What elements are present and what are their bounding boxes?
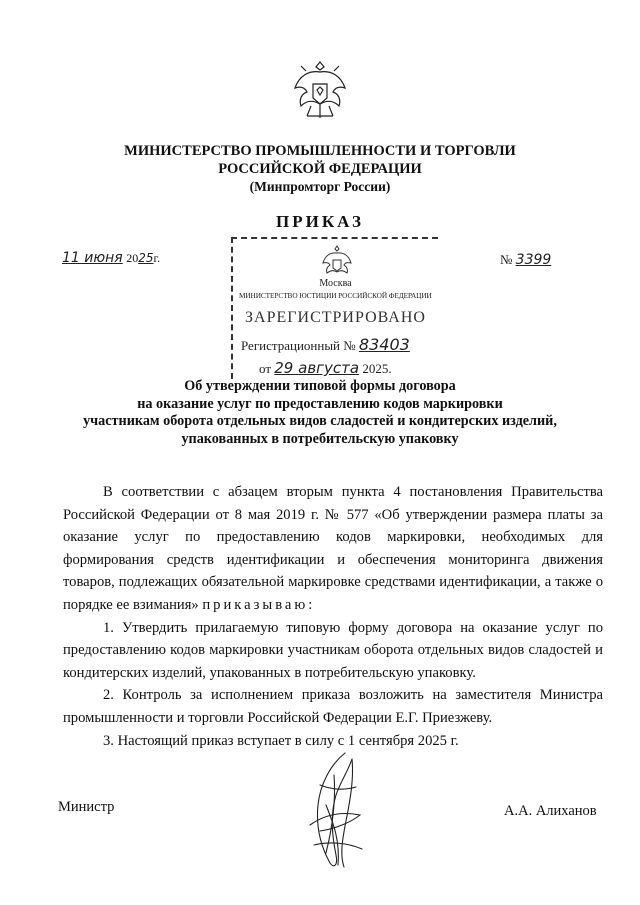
stamp-reg-number bbox=[241, 335, 410, 354]
registration-stamp bbox=[231, 237, 438, 379]
stamp-reg-date bbox=[259, 359, 392, 377]
subject-line3: участникам оборота отдельных видов сладостей и кондитерских изделий, bbox=[83, 413, 557, 429]
order-date bbox=[62, 250, 160, 267]
ministry-name-line2: РОССИЙСКОЙ ФЕДЕРАЦИИ bbox=[218, 161, 422, 177]
order-item-1: 1. Утвердить прилагаемую типовую форму договора на оказание услуг по предоставлению кодов маркировки участникам оборота отдельных видов сладостей и кондитерских изделий, упакованных в потребительскую упаковку. bbox=[63, 619, 603, 681]
ministry-name-line1: МИНИСТЕРСТВО ПРОМЫШЛЕННОСТИ И ТОРГОВЛИ bbox=[124, 143, 516, 159]
coat-of-arms-icon bbox=[291, 56, 349, 126]
order-item-3: 3. Настоящий приказ вступает в силу с 1 сентября 2025 г. bbox=[103, 732, 459, 749]
order-subject bbox=[0, 378, 640, 448]
stamp-emblem-icon bbox=[320, 243, 354, 281]
order-body bbox=[63, 481, 603, 752]
handwritten-signature bbox=[290, 745, 380, 875]
stamp-status: ЗАРЕГИСТРИРОВАНО bbox=[245, 309, 426, 326]
ministry-header bbox=[0, 142, 640, 196]
order-date-year-suffix: 25 bbox=[138, 251, 154, 265]
order-date-year-prefix: 20 bbox=[126, 251, 139, 265]
order-item-2: 2. Контроль за исполнением приказа возложить на заместителя Министра промышленности и торговли Российской Федерации Е.Г. Приезжеву. bbox=[63, 687, 603, 726]
order-date-handwritten: 11 июня bbox=[62, 250, 123, 266]
preamble-text: В соответствии с абзацем вторым пункта 4 постановления Правительства Российской Федерации от 8 мая 2019 г. № 577 «Об утверждении размера платы за оказание услуг по предоставлению кодов маркировки, необходимых для формирования средств идентификации и обеспечения мониторинга движения товаров, подлежащих обязательной маркировке средствами идентификации, а также о порядке ее взимания» bbox=[63, 484, 603, 613]
stamp-ministry: МИНИСТЕРСТВО ЮСТИЦИИ РОССИЙСКОЙ ФЕДЕРАЦИИ bbox=[239, 291, 432, 300]
stamp-date-suffix: . bbox=[388, 361, 392, 376]
subject-line4: упакованных в потребительскую упаковку bbox=[181, 430, 459, 447]
stamp-date-prefix: от bbox=[259, 361, 272, 376]
ministry-short-name: (Минпромторг России) bbox=[249, 179, 391, 194]
order-word: приказываю: bbox=[202, 596, 316, 613]
subject-line1: Об утверждении типовой формы договора bbox=[184, 378, 456, 394]
order-number-value: 3399 bbox=[515, 252, 552, 268]
order-number-prefix: № bbox=[500, 252, 513, 267]
stamp-city: Москва bbox=[319, 278, 352, 289]
order-number bbox=[500, 252, 551, 268]
order-date-year-label: г. bbox=[153, 251, 161, 265]
signatory-role: Министр bbox=[58, 799, 115, 815]
stamp-reg-label: Регистрационный № bbox=[241, 338, 356, 353]
stamp-date-year: 2025 bbox=[362, 361, 389, 376]
subject-line2: на оказание услуг по предоставлению кодов маркировки bbox=[137, 395, 503, 412]
document-title: ПРИКАЗ bbox=[276, 212, 364, 231]
preamble-paragraph bbox=[63, 481, 603, 617]
stamp-date-value: 29 августа bbox=[274, 359, 360, 377]
signatory-name: А.А. Алиханов bbox=[504, 803, 597, 819]
stamp-reg-number-value: 83403 bbox=[358, 335, 410, 354]
